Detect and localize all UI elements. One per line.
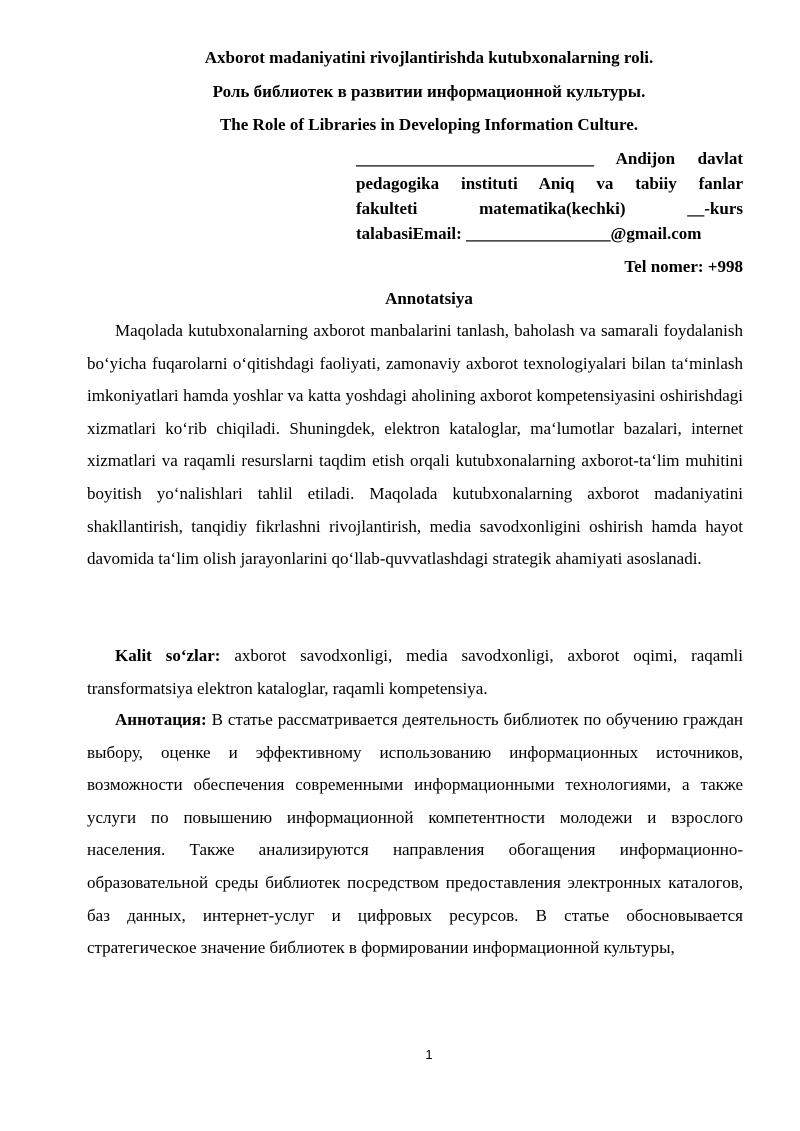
russian-annotation-label: Аннотация:	[115, 710, 207, 729]
russian-annotation-text: В статье рассматривается деятельность библиотек по обучению граждан выбору, оценке и эффективному использованию информационных источников, возможности обеспечения современными информационными технологиями, а также услуги по повышению информационной компетентности молодежи и взрослого населения. Также анализируются направления обогащения информационно-образовательной среды библиотек посредством предоставления электронных каталогов, баз данных, интернет-услуг и цифровых ресурсов. В статье обосновывается стратегическое значение библиотек в формировании информационной культуры,	[87, 710, 743, 958]
title-russian: Роль библиотек в развитии информационной культуры.	[212, 82, 646, 101]
russian-annotation-paragraph	[87, 704, 743, 965]
page-number: 1	[425, 1047, 433, 1062]
keywords-paragraph	[87, 640, 743, 705]
title-english: The Role of Libraries in Developing Information Culture.	[219, 115, 639, 134]
author-affiliation	[356, 146, 743, 246]
title-uzbek: Axborot madaniyatini rivojlantirishda kutubxonalarning roli.	[204, 48, 654, 67]
affiliation-line: pedagogika instituti Aniq va tabiiy fanlar	[356, 174, 743, 193]
annotation-paragraph: Maqolada kutubxonalarning axborot manbalarini tanlash, baholash va samarali foydalanish boʻyicha fuqarolarni oʻqitishdagi faoliyati, zamonaviy axborot texnologiyalari bilan taʻminlash imkoniyatlari hamda yoshlar va katta yoshdagi aholining axborot kompetensiyasini oshirishdagi xizmatlari koʻrib chiqiladi. Shuningdek, elektron kataloglar, maʻlumotlar bazalari, internet xizmatlari va raqamli resurslarni taqdim etish orqali kutubxonalarning axborot-taʻlim muhitini boyitish yoʻnalishlari tahlil etiladi. Maqolada kutubxonalarning axborot madaniyatini shakllantirish, tanqidiy fikrlashni rivojlantirish, media savodxonligini oshirish hamda hayot davomida taʻlim olish jarayonlarini qoʻllab-quvvatlashdagi strategik ahamiyati asoslanadi.	[87, 321, 743, 569]
affiliation-line: fakulteti matematika(kechki) __-kurs	[356, 199, 743, 218]
phone-number: Tel nomer: +998	[624, 257, 743, 276]
affiliation-line: ____________________________ Andijon davlat	[356, 149, 743, 168]
affiliation-line: talabasiEmail: _________________@gmail.com	[356, 224, 702, 243]
keywords-label: Kalit soʻzlar:	[115, 646, 221, 665]
annotation-heading: Annotatsiya	[385, 289, 473, 308]
keywords-text: axborot savodxonligi, media savodxonligi, axborot oqimi, raqamli transformatsiya elektron kataloglar, raqamli kompetensiya.	[87, 646, 743, 698]
